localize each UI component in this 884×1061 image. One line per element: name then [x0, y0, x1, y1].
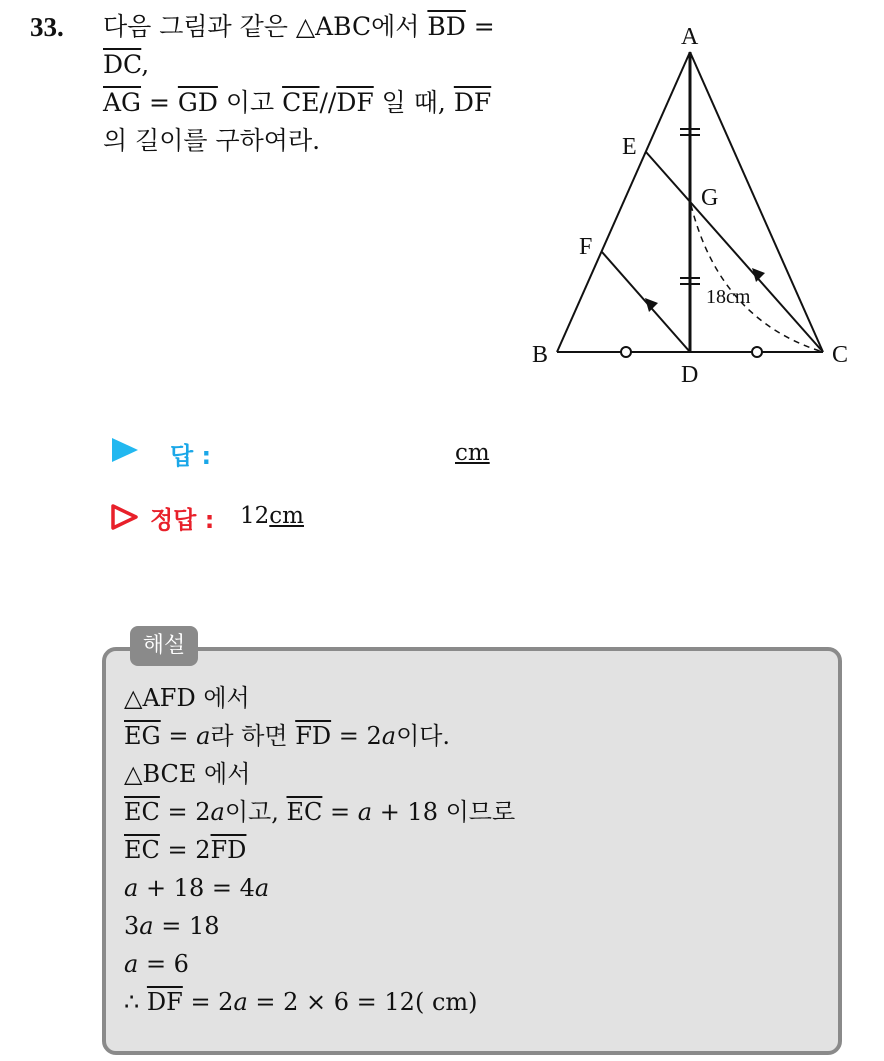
- label-g: G: [701, 185, 719, 211]
- problem-number: 33.: [30, 12, 64, 42]
- problem-line-4: 의 길이를 구하여라.: [103, 126, 321, 155]
- label-b: B: [532, 342, 549, 368]
- correct-answer-label: 정답 :: [150, 506, 215, 534]
- solution-line-3: △BCE 에서: [124, 760, 251, 788]
- length-label: 18cm: [706, 286, 751, 308]
- label-a: A: [681, 24, 699, 50]
- answer-label: 답 :: [170, 442, 212, 470]
- answer-unit: cm: [455, 440, 490, 466]
- problem-line-1: 다음 그림과 같은 △ABC에서 $\overline{BD}$ =: [103, 12, 495, 41]
- solution-line-5: $\overline{EC} = 2\overline{FD}$: [124, 836, 247, 864]
- problem-line-2: $\overline{DC}$,: [103, 50, 150, 79]
- label-f: F: [579, 234, 593, 260]
- label-c: C: [832, 342, 849, 368]
- correct-answer-value: 12cm: [240, 503, 304, 529]
- solution-line-8: a = 6: [124, 950, 189, 978]
- side-ab: [557, 52, 690, 352]
- segment-fd: [602, 252, 690, 352]
- parallel-arrow: [645, 298, 658, 312]
- solution-line-9: ∴ $\overline{DF} = 2a = 2 \times 6 = 12$( cm): [124, 988, 478, 1016]
- label-e: E: [622, 134, 637, 160]
- segment-ec: [646, 152, 823, 352]
- solution-line-1: △AFD 에서: [124, 684, 250, 712]
- solution-line-6: a + 18 = 4a: [124, 874, 270, 902]
- equal-circle-mark: [752, 347, 762, 357]
- solution-line-4: $\overline{EC} = 2a$이고, $\overline{EC} = a + 18$ 이므로: [124, 798, 516, 826]
- problem-line-3: $\overline{AG} = \overline{GD}$ 이고 $\overline{CE}//\overline{DF}$ 일 때, $\overline{DF}$: [103, 88, 492, 117]
- answer-marker: [112, 438, 138, 474]
- solution-tag: 해설: [130, 626, 198, 666]
- outline-play-icon: [110, 503, 140, 531]
- solution-line-2: $\overline{EG} = a$라 하면 $\overline{FD} = 2a$이다.: [124, 722, 451, 750]
- equal-circle-mark: [621, 347, 631, 357]
- solution-line-7: 3a = 18: [124, 912, 220, 940]
- triangle-figure: [0, 0, 884, 410]
- label-d: D: [681, 362, 699, 388]
- play-icon: [112, 438, 138, 462]
